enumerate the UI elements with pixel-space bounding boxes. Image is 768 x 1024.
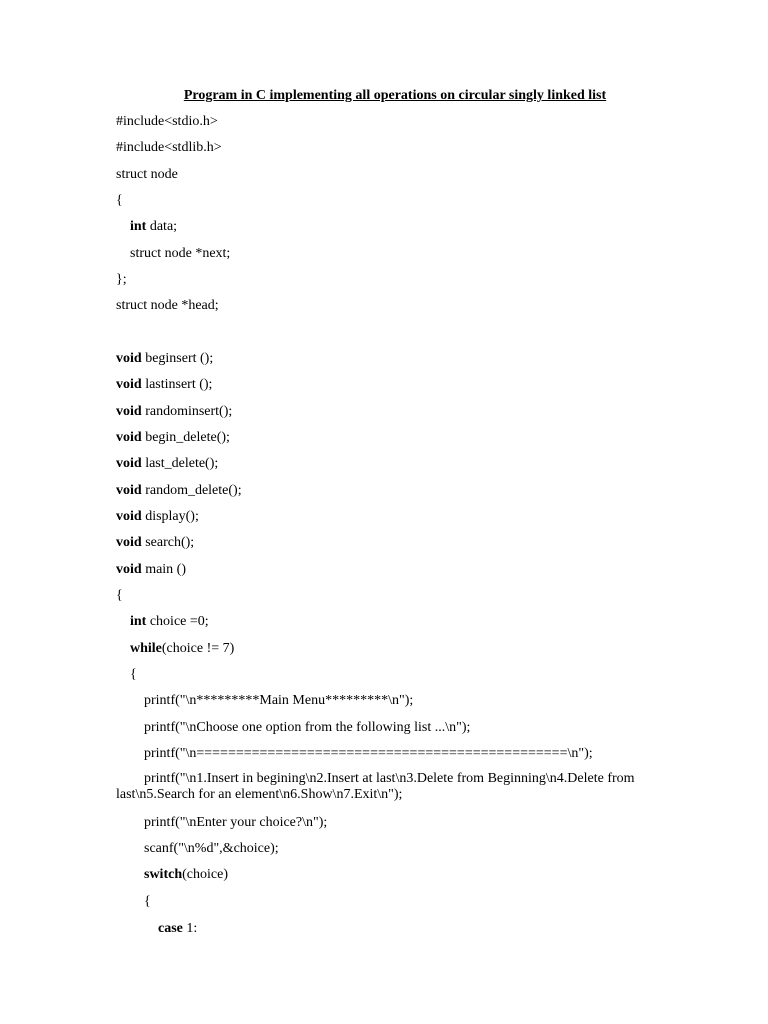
code-line [144,719,470,736]
code-line [116,482,242,499]
code-text: (choice != 7) [161,641,235,656]
code-keyword: void [116,535,142,550]
code-line [116,771,672,803]
code-text: lastinsert (); [141,377,213,392]
code-text: #include<stdlib.h> [116,140,222,155]
code-line [116,139,222,156]
code-text: struct node [116,167,178,182]
code-line [144,893,151,910]
code-keyword: case [158,921,183,936]
code-text: main () [141,562,187,577]
code-line [116,113,218,130]
code-text: { [116,193,123,208]
code-keyword: int [130,219,147,234]
code-line [116,429,230,446]
code-text: struct node *next; [130,246,231,261]
code-line [144,745,593,762]
code-text: search(); [141,535,195,550]
code-text: { [144,894,151,909]
code-line [116,166,178,183]
code-text: printf("\n1.Insert in begining\n2.Insert at last\n3.Delete from Beginning\n4.Delete from last\n5.Search for an element\n6.Show\n7.Exit\n"); [116,771,635,802]
code-line [116,561,186,578]
code-line [116,192,123,209]
document-title: Program in C implementing all operations on circular singly linked list [183,88,607,103]
code-keyword: void [116,456,142,471]
code-text: data; [146,219,178,234]
code-keyword: switch [144,867,183,882]
code-line [158,920,197,937]
code-line [144,814,327,831]
code-keyword: void [116,377,142,392]
code-text: struct node *head; [116,298,219,313]
code-keyword: int [130,614,147,629]
code-text: 1: [182,921,198,936]
code-text: random_delete(); [141,483,242,498]
code-text: #include<stdio.h> [116,114,218,129]
code-line [116,534,194,551]
code-keyword: void [116,509,142,524]
code-line [144,866,228,883]
code-keyword: void [116,351,142,366]
code-line [144,692,413,709]
code-line [130,613,209,630]
code-text: begin_delete(); [141,430,230,445]
code-text: display(); [141,509,199,524]
code-text: (choice) [182,867,228,882]
code-text: choice =0; [146,614,209,629]
code-line [130,218,177,235]
code-text: { [116,588,123,603]
code-keyword: void [116,562,142,577]
code-line [116,297,219,314]
code-line [116,271,127,288]
code-text: last_delete(); [141,456,219,471]
code-keyword: void [116,483,142,498]
code-line [116,587,123,604]
code-text: printf("\n===============================================\n"); [144,746,593,761]
code-line [130,245,230,262]
code-text: printf("\n*********Main Menu*********\n"); [144,693,414,708]
code-line [144,840,279,857]
code-keyword: void [116,404,142,419]
code-keyword: while [130,641,162,656]
code-text: }; [116,272,127,287]
code-text: printf("\nEnter your choice?\n"); [144,815,328,830]
code-line [116,376,212,393]
code-line [116,455,218,472]
code-line [116,508,199,525]
code-line [116,350,213,367]
code-text: printf("\nChoose one option from the following list ...\n"); [144,720,471,735]
code-line [130,666,137,683]
code-line [130,640,234,657]
code-text: randominsert(); [141,404,233,419]
code-line [116,403,232,420]
code-text: scanf("\n%d",&choice); [144,841,279,856]
code-keyword: void [116,430,142,445]
code-text: beginsert (); [141,351,214,366]
code-text: { [130,667,137,682]
